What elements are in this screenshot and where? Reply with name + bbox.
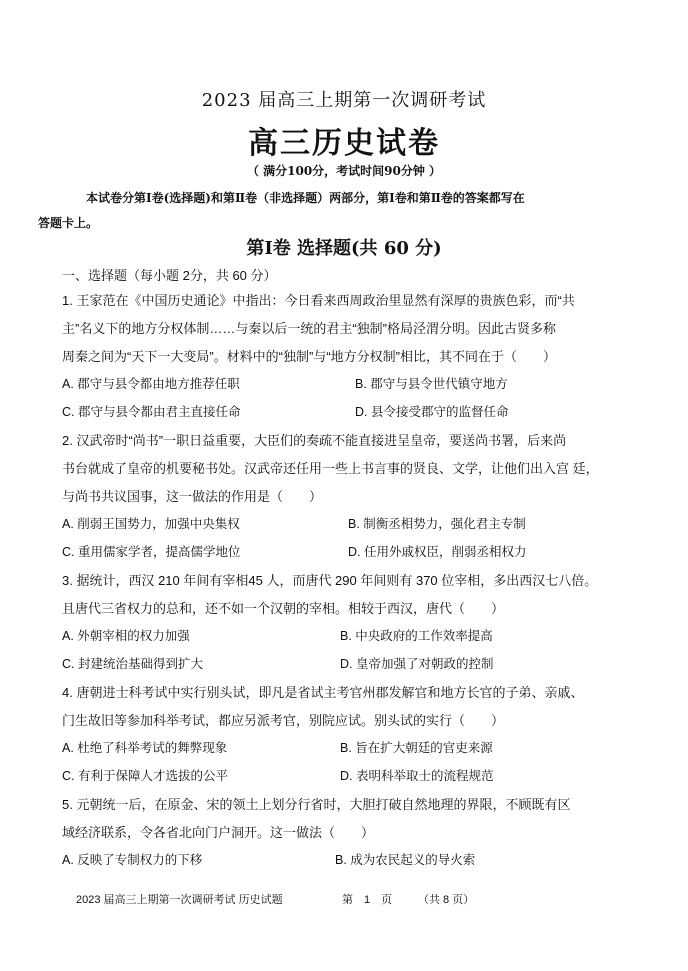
question-line: 与尚书共议国事，这一做法的作用是（ ） xyxy=(62,489,323,504)
question-line: 门生故旧等参加科举考试，都应另派考官，别院应试。别头试的实行（ ） xyxy=(62,713,505,728)
footer-total-pages: （共 8 页） xyxy=(418,894,475,906)
question-line: 主”名义下的地方分权体制……与秦以后一统的君主“独制”格局泾渭分明。因此古贤多称 xyxy=(62,321,556,336)
footer-page-number: 第 1 页 xyxy=(342,894,393,906)
intro-line: 答题卡上。 xyxy=(38,216,99,230)
option-a: A. 外朝宰相的权力加强 xyxy=(62,629,190,643)
section-title: 第Ⅰ卷 选择题(共 60 分) xyxy=(246,238,442,259)
intro-line: 本试卷分第Ⅰ卷(选择题)和第Ⅱ卷（非选择题）两部分，第Ⅰ卷和第Ⅱ卷的答案都写在 xyxy=(86,191,525,205)
exam-title: 2023 届高三上期第一次调研考试 xyxy=(201,90,487,111)
question-line: 域经济联系，令各省北向门户洞开。这一做法（ ） xyxy=(62,825,375,840)
option-a: A. 削弱王国势力，加强中央集权 xyxy=(62,517,240,531)
exam-intro xyxy=(38,186,628,236)
paper-title: 高三历史试卷 xyxy=(248,126,440,161)
option-b: B. 成为农民起义的导火索 xyxy=(335,853,476,867)
option-d: D. 任用外戚权臣，削弱丞相权力 xyxy=(348,545,527,559)
option-c: C. 重用儒家学者，提高儒学地位 xyxy=(62,545,241,559)
option-d: D. 表明科举取士的流程规范 xyxy=(340,769,494,783)
option-d: D. 皇帝加强了对朝政的控制 xyxy=(340,657,494,671)
footer-exam-name: 2023 届高三上期第一次调研考试 历史试题 xyxy=(76,894,283,906)
question-line: 3. 据统计，西汉 210 年间有宰相45 人，而唐代 290 年间则有 370 位宰相，多出西汉七八倍。 xyxy=(62,573,598,588)
option-d: D. 县令接受郡守的监督任命 xyxy=(355,405,509,419)
option-a: A. 郡守与县令都由地方推荐任职 xyxy=(62,377,240,391)
option-b: B. 中央政府的工作效率提高 xyxy=(340,629,493,643)
exam-subtitle: （ 满分100分，考试时间90分钟 ） xyxy=(246,164,442,178)
option-c: C. 有利于保障人才选拔的公平 xyxy=(62,769,228,783)
option-a: A. 杜绝了科举考试的舞弊现象 xyxy=(62,741,228,755)
option-a: A. 反映了专制权力的下移 xyxy=(62,853,203,867)
option-b: B. 郡守与县令世代镇守地方 xyxy=(355,377,508,391)
question-line: 5. 元朝统一后，在原金、宋的领土上划分行省时，大胆打破自然地理的界限，不顾既有区 xyxy=(62,797,571,812)
option-c: C. 郡守与县令都由君主直接任命 xyxy=(62,405,241,419)
section-instruction: 一、选择题（每小题 2分，共 60 分） xyxy=(62,268,277,283)
option-c: C. 封建统治基础得到扩大 xyxy=(62,657,203,671)
question-line: 周秦之间为“天下一大变局”。材料中的“独制”与“地方分权制”相比，其不同在于（ ） xyxy=(62,349,556,364)
question-line: 书台就成了皇帝的机要秘书处。汉武帝还任用一些上书言事的贤良、文学，让他们出入宫 廷， xyxy=(62,461,599,476)
question-line: 4. 唐朝进士科考试中实行别头试，即凡是省试主考官州郡发解官和地方长官的子弟、亲戚、 xyxy=(62,685,584,700)
question-line: 且唐代三省权力的总和，还不如一个汉朝的宰相。相较于西汉，唐代（ ） xyxy=(62,601,505,616)
option-b: B. 旨在扩大朝廷的官吏来源 xyxy=(340,741,493,755)
option-b: B. 制衡丞相势力，强化君主专制 xyxy=(348,517,526,531)
question-line: 2. 汉武帝时“尚书”一职日益重要，大臣们的奏疏不能直接进呈皇帝，要送尚书署，后来尚 xyxy=(62,433,567,448)
question-line: 1. 王家范在《中国历史通论》中指出：今日看来西周政治里显然有深厚的贵族色彩，而“共 xyxy=(62,293,575,308)
